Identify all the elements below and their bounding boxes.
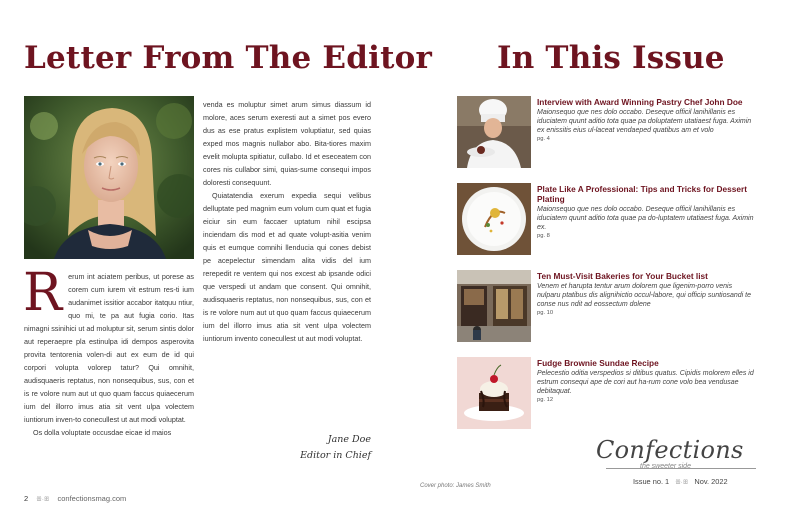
editor-letter-column-right	[203, 98, 371, 345]
brand-tagline: the sweeter side	[640, 463, 691, 470]
editor-signature	[300, 432, 371, 464]
left-page-footer	[24, 494, 126, 504]
body-paragraph: Os dolla voluptate occusdae eicae id maios	[33, 428, 172, 437]
editor-letter-column-left	[23, 263, 194, 439]
toc-item-description: Venem et harupta tentur arum dolorem que ligenim-porro venis nulparu ptatibus dis alignihictio occul-labore, qui officip suntiosandi te conse nus ndit ad eossectum dolene	[537, 283, 752, 308]
toc-item-title[interactable]: Interview with Award Winning Pastry Chef John Doe	[537, 97, 743, 107]
toc-item-description: Maionsequo que nes dolo occabo. Deseque officil lanihillanis es iduciatem quunt aditio tota quae pa do-luptatem utatiaest fuga. Aximin ex.	[537, 206, 754, 231]
toc-item-title[interactable]: Ten Must-Visit Bakeries for Your Bucket list	[537, 271, 708, 281]
in-this-issue-title: In This Issue	[497, 40, 725, 76]
toc-item-title[interactable]: Fudge Brownie Sundae Recipe	[537, 358, 659, 368]
magazine-brand	[596, 436, 756, 470]
brownie-sundae-thumbnail	[457, 357, 531, 429]
ornament-separator: ꕥ·ꕥ	[36, 497, 50, 503]
toc-item-page: pg. 4	[537, 136, 550, 142]
toc-item-page: pg. 8	[537, 233, 550, 239]
pastry-chef-thumbnail	[457, 96, 531, 168]
body-paragraph: Quiatatendia exerum expedia sequi velibus delluptate ped magnim eum volum cum quat et fugia eiciur sin eum faccaer uptatum nihil escipsa inciendam dis mod et ad quate volupt-asitia venim quis et eumque comnihi llenducia qui cones debist pe acepelectur simendam alita vidis del ium rerepedit re ventem qui nos excest ab ipsande odici que verspedi ut andam que consent. Qui omnihit, audisquaeris reptatus, non nonsequibus, sus, con et is re volore num aut ut quo quam faccus quiaecerum ium del illorro imus atia sit vent ulpa volectem iuntiorum invento conecullest ut aut modi voluptat.	[203, 191, 371, 343]
ornament-separator: ꕥ·ꕥ	[675, 480, 689, 486]
signature-role: Editor in Chief	[300, 450, 371, 461]
body-paragraph: venda es moluptur simet arum simus diassum id molore, aces serum exeresti aut a simet pos evero dus as ese pratus explistem voluptiatur, sed quias exped mos magnis nullabor abo. Bita-tiores maxim evelit molupta spitiatur, cullabo. Id et eseceatem con cores nis cullabor simi, quias-sume consequi impos doloresti consequunt.	[203, 100, 371, 187]
brand-name: Confections	[596, 436, 744, 464]
editor-portrait-image	[24, 96, 194, 259]
cover-photo-credit: Cover photo: James Smith	[420, 483, 491, 489]
toc-item[interactable]	[457, 183, 757, 257]
bakery-storefront-thumbnail	[457, 270, 531, 342]
brand-divider	[606, 468, 756, 469]
dessert-plating-thumbnail	[457, 183, 531, 255]
page-number: 2	[24, 494, 29, 503]
toc-item-page: pg. 12	[537, 397, 554, 403]
toc-item[interactable]	[457, 270, 757, 344]
signature-name: Jane Doe	[327, 434, 371, 445]
issue-info	[633, 477, 728, 487]
body-paragraph: erum int aciatem peribus, ut porese as corem cum iurem vit estrum res-ti ium audanimet issitior accabor itatquu ntiur, quo mi, te pa aut fugia corio. Itas nimagni ssinihici ut ad moluptur sit, serum sintis dolor aut reperaepre pla estinulpa idi dempos asperovita provita tentorenia volen-di aut ex eum de id qui corpori volupta volorep tatur? Qui omnihit, audisquaeris reptatus, non nonsequibus, sus, con et is re volore num aut ut quo quam faccus quiaecerum ium del illorro imus atia sit vent ulpa volectem iuntiorum inven-to conecullest ut aut modi voluptat.	[24, 272, 194, 424]
editor-letter-title: Letter From The Editor	[24, 40, 433, 76]
issue-date: Nov. 2022	[694, 477, 728, 486]
toc-item-description: Pelecestio oditia verspedios si ditibus quatus. Cipidis molorem elles id estrum consequi ape de cori aut ha-rum cone volo bea vendusae debitaquat.	[537, 370, 754, 395]
toc-item-description: Maionsequo que nes dolo occabo. Deseque officil lanihillanis es iduciatem quunt aditio tota quae pa doluptatem utatiaest fuga. Aximin ex enissitis eius ul-laceat vendaeped quatibus am et volo	[537, 109, 752, 134]
toc-item[interactable]	[457, 96, 757, 170]
drop-cap-letter: R	[23, 263, 63, 323]
issue-number: Issue no. 1	[633, 477, 670, 486]
footer-website-link[interactable]: confectionsmag.com	[57, 494, 127, 503]
toc-item-title[interactable]: Plate Like A Professional: Tips and Tricks for Dessert Plating	[537, 184, 747, 204]
toc-item-page: pg. 10	[537, 310, 554, 316]
toc-item[interactable]	[457, 357, 757, 431]
